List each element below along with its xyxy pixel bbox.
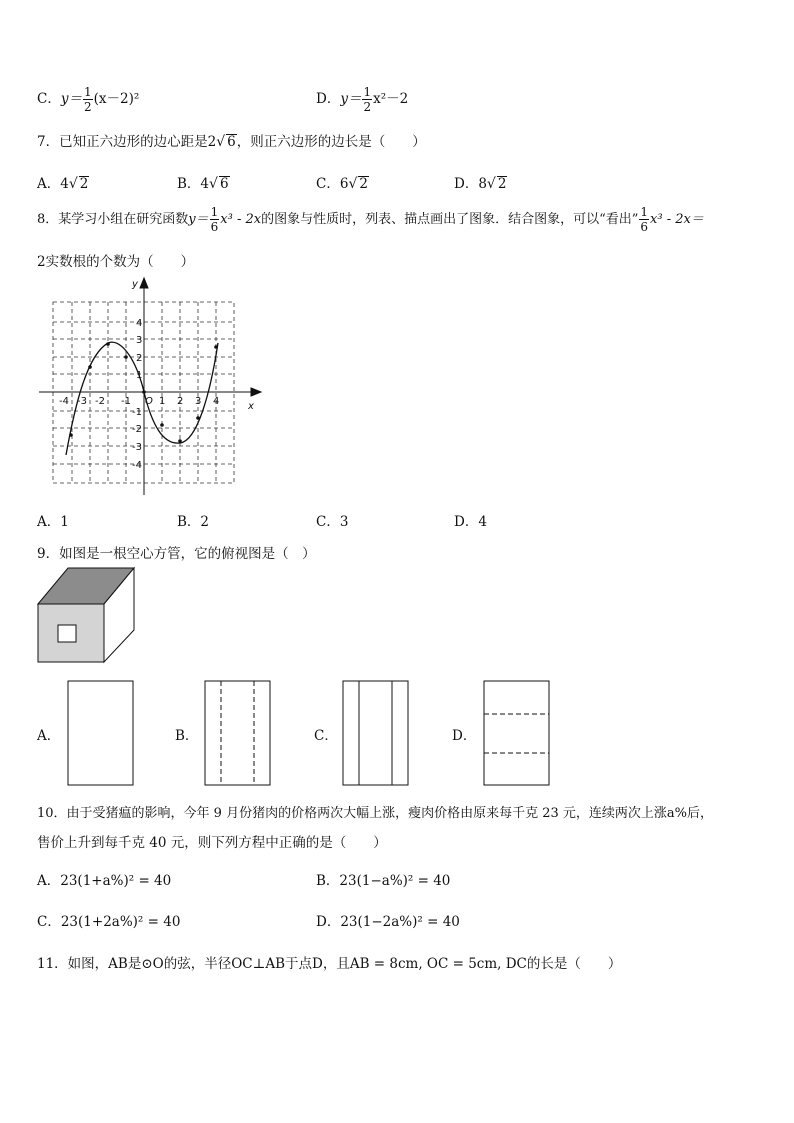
y-axis-label: y	[132, 279, 138, 290]
q10-stem-line2: 售价上升到每千克 40 元，则下列方程中正确的是（ ）	[37, 835, 387, 851]
q10-option-d[interactable]: D．23(1−2a%)² = 40	[316, 914, 460, 930]
q7-stem: 7．已知正六边形的边心距是2√ 6，则正六边形的边长是（ ）	[37, 134, 426, 150]
x-axis-label: x	[248, 401, 254, 412]
x-tick: -3	[77, 396, 87, 407]
q6-option-d[interactable]: D．y＝ $\frac{1}{2}$ x²－2	[316, 85, 409, 114]
q10-option-b[interactable]: B．23(1−a%)² = 40	[316, 873, 451, 889]
cubic-function-graph	[35, 275, 265, 500]
fraction: $\frac{1}{2}$	[363, 85, 372, 114]
q9-stem: 9．如图是一根空心方管，它的俯视图是（ ）	[37, 546, 316, 562]
q7-option-c[interactable]: C．6√ 2	[316, 176, 368, 192]
y-tick: -1	[132, 407, 142, 418]
origin-label: O	[145, 396, 153, 407]
q10-option-c[interactable]: C．23(1+2a%)² = 40	[37, 914, 181, 930]
q9-option-a-figure[interactable]	[67, 680, 135, 788]
x-tick: 3	[195, 396, 202, 407]
x-tick: -2	[95, 396, 105, 407]
q8-option-a[interactable]: A．1	[37, 514, 69, 530]
q6-option-c[interactable]: C．y＝ $\frac{1}{2}$ (x－2)²	[37, 85, 140, 114]
y-tick: 2	[136, 353, 143, 364]
q9-option-a-label[interactable]: A．	[37, 728, 61, 744]
q7-option-a[interactable]: A．4√ 2	[37, 176, 89, 192]
y-tick: -3	[132, 442, 142, 453]
q8-stem-line2: 2实数根的个数为（ ）	[37, 254, 195, 270]
q8-stem-line1: 8．某学习小组在研究函数y＝ $\frac{1}{6}$ x³ - 2x的图象与性质时，列表、描点画出了图象．结合图象，可以“看出” $\frac{1}{6}$ x³ - 2x＝	[37, 205, 704, 234]
y-axis-arrow	[140, 278, 148, 288]
q8-option-c[interactable]: C．3	[316, 514, 349, 530]
q10-option-a[interactable]: A．23(1+a%)² = 40	[37, 873, 172, 889]
q9-option-b-figure[interactable]	[204, 680, 272, 788]
q7-option-b[interactable]: B．4√ 6	[177, 176, 229, 192]
q11-stem: 11．如图，AB是⊙O的弦，半径OC⊥AB于点D，且AB = 8cm, OC = 5cm, DC的长是（ ）	[37, 956, 622, 972]
y-tick: 1	[136, 370, 143, 381]
x-tick: 2	[177, 396, 184, 407]
tube-hollow	[58, 625, 76, 642]
x-tick: -1	[121, 396, 131, 407]
fraction: $\frac{1}{2}$	[83, 85, 92, 114]
q8-option-b[interactable]: B．2	[177, 514, 210, 530]
y-tick: 4	[136, 318, 143, 329]
q8-option-d[interactable]: D．4	[454, 514, 487, 530]
q7-option-d[interactable]: D．8√ 2	[454, 176, 507, 192]
q9-option-d-figure[interactable]	[483, 680, 551, 788]
y-tick: 3	[136, 335, 143, 346]
x-tick: 1	[159, 396, 166, 407]
x-tick: -4	[59, 396, 69, 407]
x-axis-arrow	[251, 388, 261, 396]
y-tick: -4	[132, 460, 142, 471]
q9-option-c-figure[interactable]	[342, 680, 410, 788]
q9-option-c-label[interactable]: C．	[314, 728, 338, 744]
hollow-square-tube-figure	[36, 566, 138, 666]
x-tick: 4	[213, 396, 220, 407]
q10-stem-line1: 10．由于受猪瘟的影响，今年 9 月份猪肉的价格两次大幅上涨，瘦肉价格由原来每千克 23 元，连续两次上涨a%后，	[37, 806, 713, 821]
q9-option-d-label[interactable]: D．	[452, 728, 477, 744]
q9-option-b-label[interactable]: B．	[175, 728, 199, 744]
y-tick: -2	[132, 424, 142, 435]
